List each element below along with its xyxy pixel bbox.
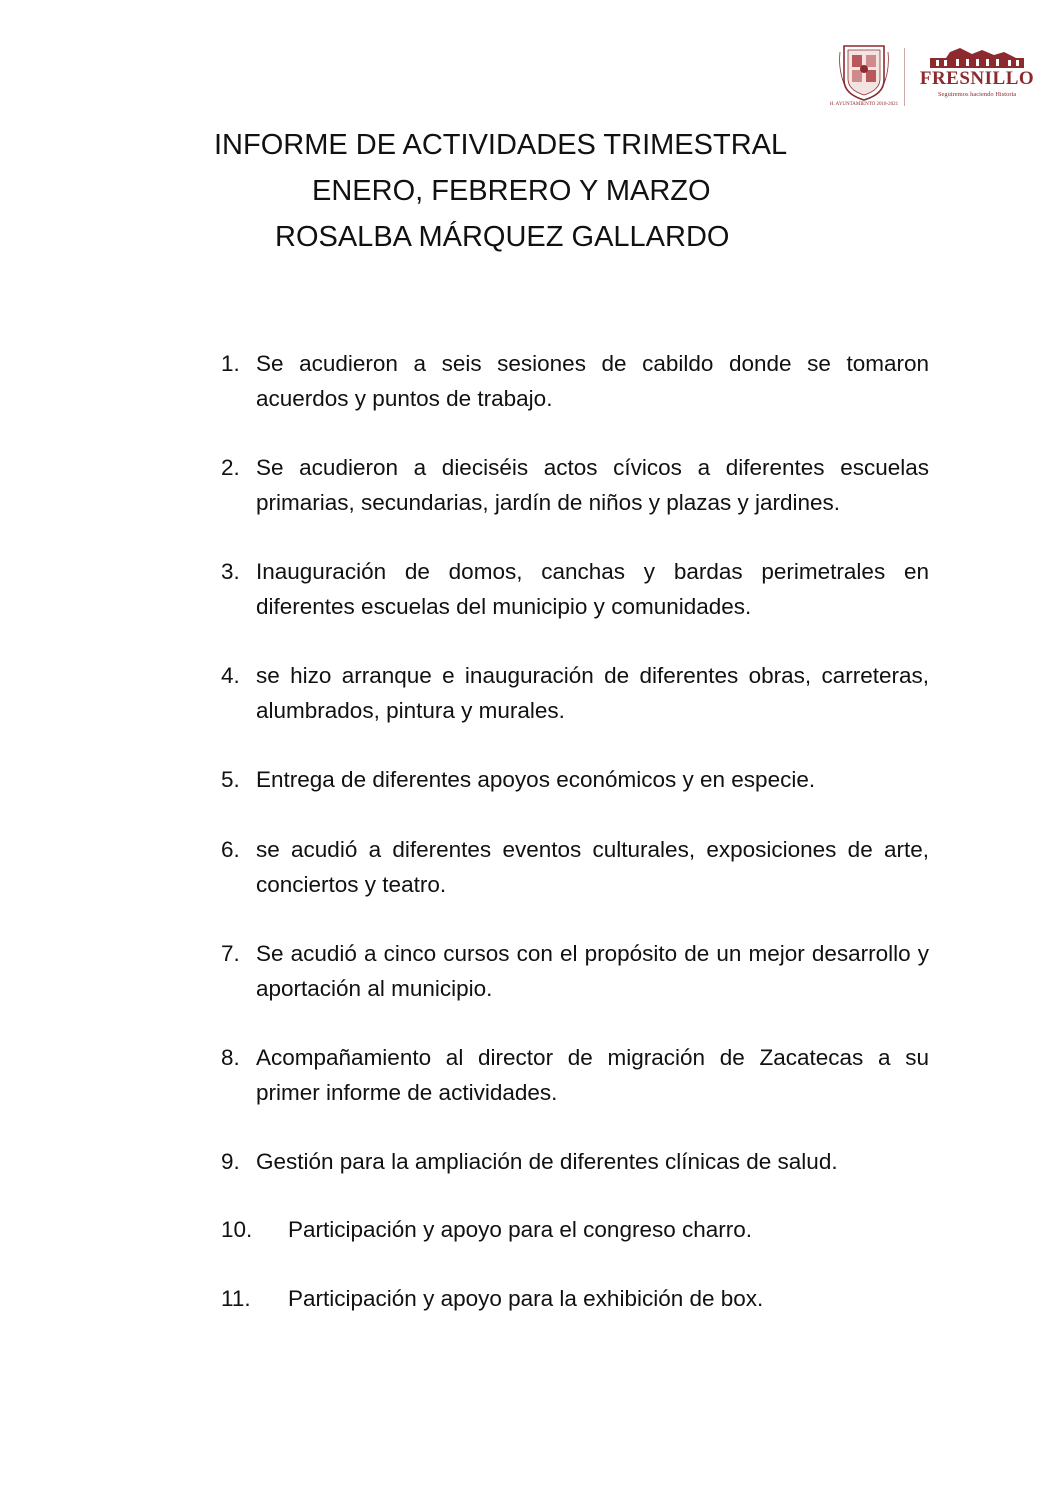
item-text: Se acudieron a seis sesiones de cabildo donde se tomaron acuerdos y puntos de trabajo. bbox=[256, 351, 929, 411]
item-text: Gestión para la ampliación de diferentes clínicas de salud. bbox=[256, 1149, 838, 1174]
logo-divider bbox=[904, 48, 905, 106]
item-number: 6. bbox=[221, 837, 240, 862]
item-text: Se acudieron a dieciséis actos cívicos a diferentes escuelas primarias, secundarias, jardín de niños y plazas y jardines. bbox=[256, 455, 929, 515]
title-line-1: INFORME DE ACTIVIDADES TRIMESTRAL bbox=[214, 129, 788, 161]
header-logos bbox=[829, 42, 1038, 112]
item-text: Se acudió a cinco cursos con el propósito de un mejor desarrollo y aportación al municipio. bbox=[256, 941, 929, 1001]
item-number: 7. bbox=[221, 941, 240, 966]
brand-name: FRESNILLO bbox=[919, 68, 1035, 89]
item-number: 11. bbox=[221, 1286, 251, 1311]
fresnillo-logo bbox=[916, 46, 1038, 106]
item-number: 2. bbox=[221, 455, 240, 480]
item-text: Acompañamiento al director de migración de Zacatecas a su primer informe de actividades. bbox=[256, 1045, 929, 1105]
item-number: 5. bbox=[221, 767, 240, 792]
item-number: 3. bbox=[221, 559, 240, 584]
item-number: 10. bbox=[221, 1217, 253, 1242]
item-text: Participación y apoyo para la exhibición de box. bbox=[288, 1286, 764, 1311]
item-number: 9. bbox=[221, 1149, 240, 1174]
item-number: 4. bbox=[221, 663, 240, 688]
brand-slogan: Seguiremos haciendo Historia bbox=[937, 91, 1017, 98]
seal-caption: H. AYUNTAMIENTO 2018-2021 bbox=[829, 102, 899, 107]
item-text: se acudió a diferentes eventos culturales, exposiciones de arte, conciertos y teatro. bbox=[256, 837, 929, 897]
title-line-3: ROSALBA MÁRQUEZ GALLARDO bbox=[275, 221, 730, 253]
item-text: se hizo arranque e inauguración de diferentes obras, carreteras, alumbrados, pintura y murales. bbox=[256, 663, 929, 723]
item-text: Entrega de diferentes apoyos económicos y en especie. bbox=[256, 767, 816, 792]
item-text: Participación y apoyo para el congreso charro. bbox=[288, 1217, 753, 1242]
item-number: 1. bbox=[221, 351, 240, 376]
item-text: Inauguración de domos, canchas y bardas perimetrales en diferentes escuelas del municipio y comunidades. bbox=[256, 559, 929, 619]
item-number: 8. bbox=[221, 1045, 240, 1070]
municipal-seal-logo bbox=[829, 42, 899, 108]
skyline-icon bbox=[916, 46, 1038, 70]
title-line-2: ENERO, FEBRERO Y MARZO bbox=[312, 175, 711, 207]
